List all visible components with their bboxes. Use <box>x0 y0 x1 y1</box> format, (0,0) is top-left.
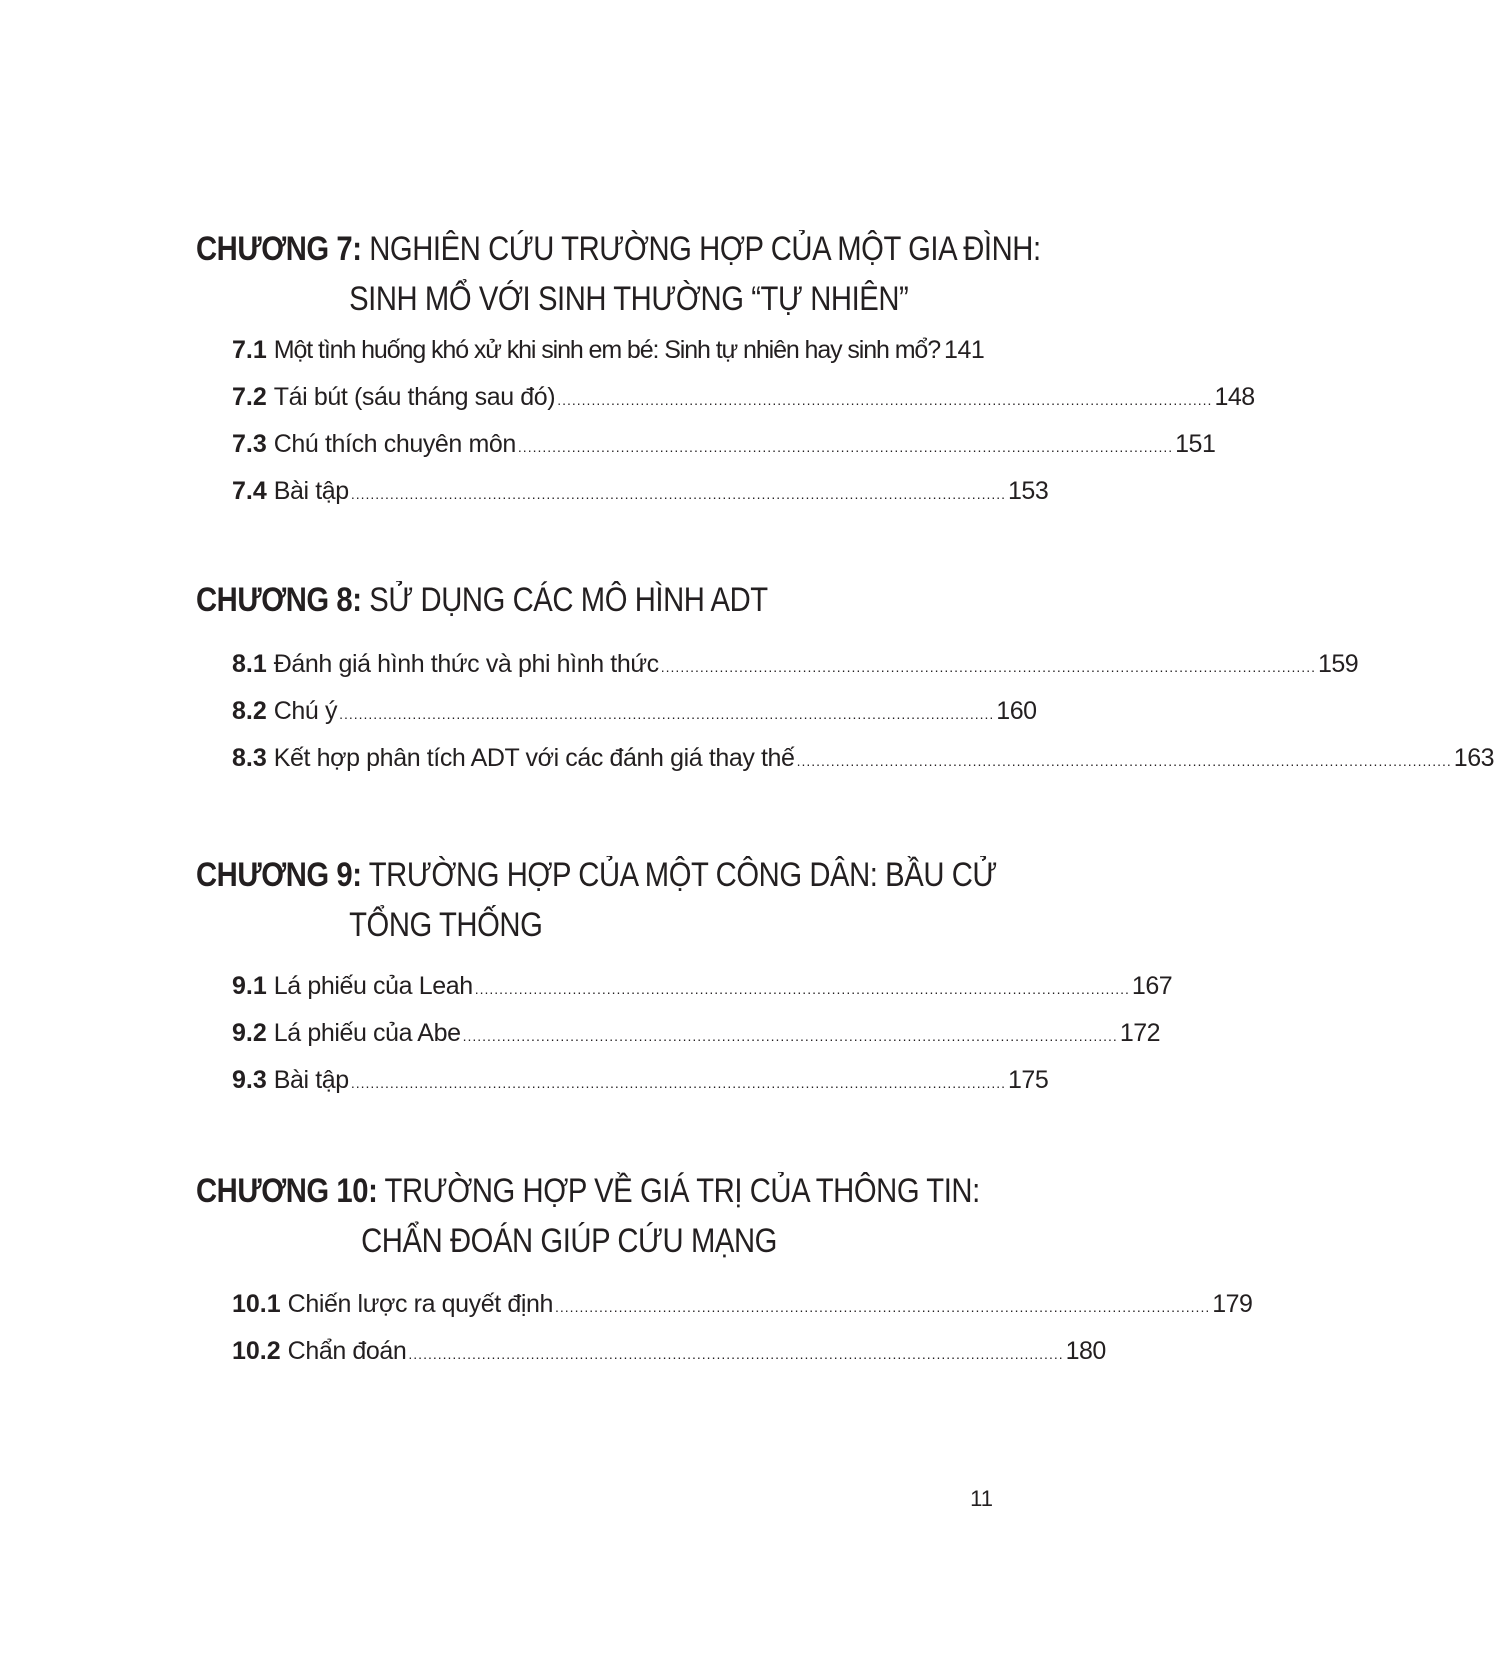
chapter-title-line1: SỬ DỤNG CÁC MÔ HÌNH ADT <box>369 581 768 619</box>
entry-label: Chẩn đoán <box>287 1337 407 1365</box>
entry-page: 167 <box>1131 972 1173 1000</box>
entry-label: Lá phiếu của Leah <box>273 972 473 1000</box>
entry-number: 10.1 <box>232 1290 281 1318</box>
entry-label: Kết hợp phân tích ADT với các đánh giá thay thế <box>273 744 795 772</box>
dot-leader: ...................................................................................................................................... <box>350 486 1007 502</box>
toc-entry[interactable] <box>232 334 985 366</box>
entry-label: Bài tập <box>273 477 349 505</box>
dot-leader: ...................................................................................................................................... <box>408 1346 1064 1362</box>
chapter-title <box>196 1166 1006 1266</box>
entry-label: Tái bút (sáu tháng sau đó) <box>273 383 556 411</box>
dot-leader: ...................................................................................................................................... <box>517 439 1174 455</box>
toc-entry[interactable] <box>232 970 1173 1002</box>
page-number: 11 <box>970 1486 993 1511</box>
chapter-title <box>196 224 1041 324</box>
entry-label: Một tình huống khó xử khi sinh em bé: Sinh tự nhiên hay sinh mổ? <box>273 336 941 364</box>
dot-leader: ...................................................................................................................................... <box>557 392 1213 408</box>
dot-leader: ...................................................................................................................................... <box>462 1028 1118 1044</box>
toc-entry[interactable] <box>232 742 1494 774</box>
dot-leader: ...................................................................................................................................... <box>660 659 1316 675</box>
entry-label: Chú ý <box>273 697 338 725</box>
chapter-prefix: CHƯƠNG 10: <box>196 1172 378 1210</box>
chapter-title-line2: TỔNG THỐNG <box>349 906 543 944</box>
entry-number: 8.2 <box>232 697 267 725</box>
dot-leader: ...................................................................................................................................... <box>796 753 1452 769</box>
entry-number: 7.4 <box>232 477 267 505</box>
toc-entry[interactable] <box>232 695 1037 727</box>
entry-number: 9.1 <box>232 972 267 1000</box>
dot-leader: ...................................................................................................................................... <box>555 1299 1211 1315</box>
dot-leader: ...................................................................................................................................... <box>339 706 995 722</box>
chapter-title-line1: NGHIÊN CỨU TRƯỜNG HỢP CỦA MỘT GIA ĐÌNH: <box>369 230 1041 268</box>
dot-leader: ...................................................................................................................................... <box>350 1075 1007 1091</box>
chapter-title-line1: TRƯỜNG HỢP CỦA MỘT CÔNG DÂN: BẦU CỬ <box>368 856 997 894</box>
entry-label: Đánh giá hình thức và phi hình thức <box>273 650 659 678</box>
dot-leader: ...................................................................................................................................... <box>474 981 1130 997</box>
chapter-heading <box>196 850 1006 950</box>
toc-entry[interactable] <box>232 428 1216 460</box>
toc-entry[interactable] <box>232 475 1049 507</box>
entry-page: 180 <box>1065 1337 1106 1365</box>
entry-label: Chú thích chuyên môn <box>273 430 516 458</box>
entry-page: 159 <box>1317 650 1359 678</box>
entry-page: 160 <box>996 697 1037 725</box>
entry-page: 141 <box>944 336 985 364</box>
entry-label: Bài tập <box>273 1066 349 1094</box>
toc-entry[interactable] <box>232 648 1359 680</box>
chapter-heading <box>196 1166 1006 1266</box>
entry-number: 7.1 <box>232 336 267 364</box>
entry-page: 172 <box>1119 1019 1161 1047</box>
entry-label: Chiến lược ra quyết định <box>287 1290 554 1318</box>
entry-number: 9.2 <box>232 1019 267 1047</box>
chapter-prefix: CHƯƠNG 8: <box>196 581 362 619</box>
chapter-title <box>196 850 1006 950</box>
entry-number: 10.2 <box>232 1337 281 1365</box>
toc-entry[interactable] <box>232 1288 1253 1320</box>
entry-number: 8.1 <box>232 650 267 678</box>
toc-entry[interactable] <box>232 1064 1049 1096</box>
entry-page: 148 <box>1214 383 1255 411</box>
chapter-heading <box>196 224 1041 324</box>
entry-page: 151 <box>1175 430 1216 458</box>
entry-page: 163 <box>1453 744 1494 772</box>
chapter-title-line2: CHẨN ĐOÁN GIÚP CỨU MẠNG <box>361 1222 777 1260</box>
entry-number: 8.3 <box>232 744 267 772</box>
chapter-prefix: CHƯƠNG 9: <box>196 856 362 894</box>
entry-page: 153 <box>1008 477 1049 505</box>
toc-entry[interactable] <box>232 381 1255 413</box>
entry-page: 179 <box>1212 1290 1253 1318</box>
chapter-title-line1: TRƯỜNG HỢP VỀ GIÁ TRỊ CỦA THÔNG TIN: <box>384 1172 980 1210</box>
entry-number: 7.3 <box>232 430 267 458</box>
chapter-title <box>196 575 1006 625</box>
chapter-title-line2: SINH MỔ VỚI SINH THƯỜNG “TỰ NHIÊN” <box>349 280 909 318</box>
entry-number: 9.3 <box>232 1066 267 1094</box>
entry-page: 175 <box>1008 1066 1049 1094</box>
toc-entry[interactable] <box>232 1335 1106 1367</box>
toc-entry[interactable] <box>232 1017 1161 1049</box>
entry-number: 7.2 <box>232 383 267 411</box>
entry-label: Lá phiếu của Abe <box>273 1019 461 1047</box>
chapter-prefix: CHƯƠNG 7: <box>196 230 362 268</box>
chapter-heading <box>196 575 1006 625</box>
